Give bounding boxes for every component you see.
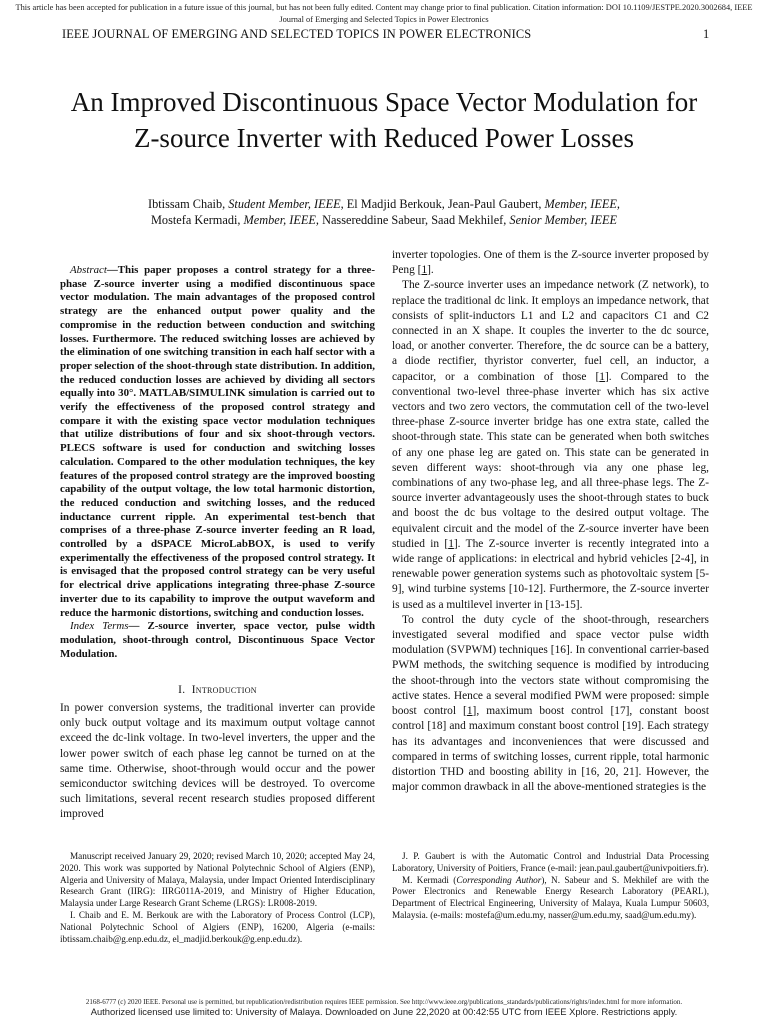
footnotes-left — [60, 851, 375, 945]
section-number: I. — [178, 684, 186, 696]
right-column-body — [392, 248, 709, 795]
publication-notice: This article has been accepted for publication in a future issue of this journal, but has not been fully edited. Content may change prior to final publication. Citation information: DOI 10.1109/JESTPE.2020.3002684, IEEE Journal of Emerging and Selected Topics in Power Electronics — [15, 3, 753, 24]
author-name: Nassereddine Sabeur, Saad Mekhilef, — [319, 213, 510, 227]
citation-link[interactable]: 1 — [448, 537, 454, 550]
citation-link[interactable]: 1 — [421, 264, 428, 277]
author-name: Ibtissam Chaib, — [148, 197, 229, 211]
index-terms — [60, 620, 375, 661]
author-name: Mostefa Kermadi, — [151, 213, 244, 227]
page-number: 1 — [703, 27, 710, 41]
copyright-notice: 2168-6777 (c) 2020 IEEE. Personal use is permitted, but republication/redistribution requires IEEE permission. See http://www.ieee.org/publications_standards/publications/rights/index.html for more information. — [85, 998, 683, 1006]
download-notice: Authorized licensed use limited to: University of Malaya. Downloaded on June 22,2020 at 00:42:55 UTC from IEEE Xplore. Restrictions apply. — [90, 1006, 678, 1017]
paragraph: To control the duty cycle of the shoot-through, researchers investigated several modified and space vector pulse width modulation (SVPWM) techniques [16]. In conventional carrier-based PWM methods, the switching sequence is modified by introducing the shoot-through into the vectors state without compromising the active states. Hence a several modified PWM were proposed: simple boost control [1], maximum boost control [17], constant boost control [18] and maximum constant boost control [19]. Each strategy has its advantages and inconveniences that were discussed and compared in terms of switching losses, current ripple, total harmonic distortion THD and boosting ability in [16, 20, 21]. However, the major common drawback in all the above-mentioned strategies is the — [392, 613, 710, 794]
author-list — [60, 196, 708, 228]
paragraph: The Z-source inverter uses an impedance network (Z network), to replace the traditional dc link. It employs an impedance network, that consists of split-inductors L1 and L2 and capacitors C1 and C2 connected in an X shape. It couples the inverter to the dc source, load, or another converter. Therefore, the dc source can be a battery, a diode rectifier, thyristor converter, fuel cell, an inductor, a capacitor, or a combination of those [1]. Compared to the conventional two-level three-phase inverter which has six active vectors and two zero vectors, the commutation cell of the two-level three-phase Z-source inverter bridge has one extra state, called the shoot-through state. This state can be generated when both switches of any one phase leg are gated on. This state can be generated in seven different ways: shoot-through via any one phase leg, combinations of any two-phase leg, and all three-phase legs. The Z-source inverter advantageously uses the shoot-through states to buck and boost the dc bus voltage to the desired output voltage. The equivalent circuit and the model of the Z-source inverter have been studied in [1]. The Z-source inverter is recently integrated into a wide range of applications: in electrical and hybrid vehicles [2-4], in renewable power generation systems such as photovoltaic system [5-9], wind turbine systems [10-12]. Furthermore, the Z-source inverter is used as a multilevel inverter in [13-15]. — [392, 279, 709, 611]
footnote-affiliation: J. P. Gaubert is with the Automatic Control and Industrial Data Processing Laboratory, University of Poitiers, France (e-mail: jean.paul.gaubert@univpoitiers.fr). — [392, 851, 709, 873]
section-title: Introduction — [191, 684, 257, 696]
paragraph: inverter topologies. One of them is the Z-source inverter proposed by Peng [1]. — [392, 249, 709, 277]
running-header-journal: IEEE JOURNAL OF EMERGING AND SELECTED TOPICS IN POWER ELECTRONICS — [62, 27, 532, 41]
author-name: El Madjid Berkouk, Jean-Paul Gaubert, — [343, 197, 545, 211]
paper-title: An Improved Discontinuous Space Vector Modulation for Z-source Inverter with Reduced Power Losses — [70, 87, 698, 153]
footnote-manuscript: Manuscript received January 29, 2020; revised March 10, 2020; accepted May 24, 2020. This work was supported by National Polytechnic School of Algiers (ENP), Algeria and University of Malaya, Malaysia, under Impact Oriented Interdisciplinary Research Grant (IIRG): IIRG011A-2019, and Ministry of Higher Education, Malaysia under Large Research Grant Scheme (LRGS): LR008-2019. — [60, 851, 375, 909]
author-membership: Member, IEEE, — [544, 197, 620, 211]
abstract-text: —This paper proposes a control strategy for a three-phase Z-source inverter using a modified discontinuous space vector modulation. The main advantages of the proposed control strategy are the enhanced output power quality and the compromise in the reduction between conduction and switching losses. Furthermore. The reduced switching losses are achieved by the elimination of one switching transition in each half sector with a proper selection of the shoot-through state distribution. In addition, the reduced conduction losses are achieved by dividing all sectors equally into 30°. MATLAB/SIMULINK simulation is carried out to verify the effectiveness of the proposed control strategy and compare it with the existing space vector modulation techniques that utilize distributions of four and six shoot-through vectors. PLECS software is used for conduction and switching losses calculation. Compared to the other modulation techniques, the key features of the proposed control strategy are the improved boosting capability of the output voltage, the low total harmonic distortion, the reduced conduction and switching losses, and the reduced inductance current ripple. An experimental test-bench that comprises of a three-phase Z-source inverter feeding an R load, controlled by a dSPACE MicroLabBOX, is used to verify experimentally the effectiveness of the proposed control strategy. It is envisaged that the proposed control strategy can be very useful for electrical drive applications integrating three-phase Z-source inverter due to its capability to improve the output waveform and reduce the harmonic distortions, switching and conduction losses. — [60, 264, 375, 619]
index-terms-label: Index Terms — [70, 620, 129, 633]
citation-link[interactable]: 1 — [599, 370, 605, 383]
introduction-text: In power conversion systems, the traditional inverter can provide only buck output voltage and its maximum output voltage cannot exceed the dc-link voltage. In two-level inverters, the upper and the lower power switch of each phase leg cannot be turned on at the same time. Otherwise, shoot-through would occur and the power semiconductor switching devices will be destroyed. To overcome such limitations, several recent research studies proposed different improved — [60, 702, 375, 821]
citation-link[interactable]: 1 — [466, 705, 473, 718]
index-terms-text: — Z-source inverter, space vector, pulse width modulation, shoot-through control, Discontinuous Space Vector Modulation. — [60, 620, 375, 660]
footnote-affiliation: M. Kermadi (Corresponding Author), N. Sabeur and S. Mekhilef are with the Power Electronics and Renewable Energy Research Laboratory (PEARL), Department of Electrical Engineering, University of Malaya, Kuala Lumpur 50603, Malaysia. (e-mails: mostefa@um.edu.my, nasser@um.edu.my, saad@um.edu.my). — [392, 874, 709, 920]
author-line-1 — [60, 196, 708, 212]
footnote-affiliation: I. Chaib and E. M. Berkouk are with the Laboratory of Process Control (LCP), National Polytechnic School of Algiers (ENP), 16200, Algeria (e-mails: ibtissam.chaib@g.enp.edu.dz, el_madjid.berkouk@g.enp.edu.dz). — [60, 909, 375, 944]
abstract — [60, 264, 375, 661]
author-membership: Member, IEEE, — [243, 213, 320, 227]
author-membership: Student Member, IEEE, — [228, 197, 344, 211]
abstract-label: Abstract — [70, 264, 107, 276]
author-line-2 — [60, 212, 708, 228]
author-membership: Senior Member, IEEE — [509, 213, 617, 227]
section-heading-introduction — [60, 684, 375, 696]
footnotes-right — [392, 851, 709, 922]
